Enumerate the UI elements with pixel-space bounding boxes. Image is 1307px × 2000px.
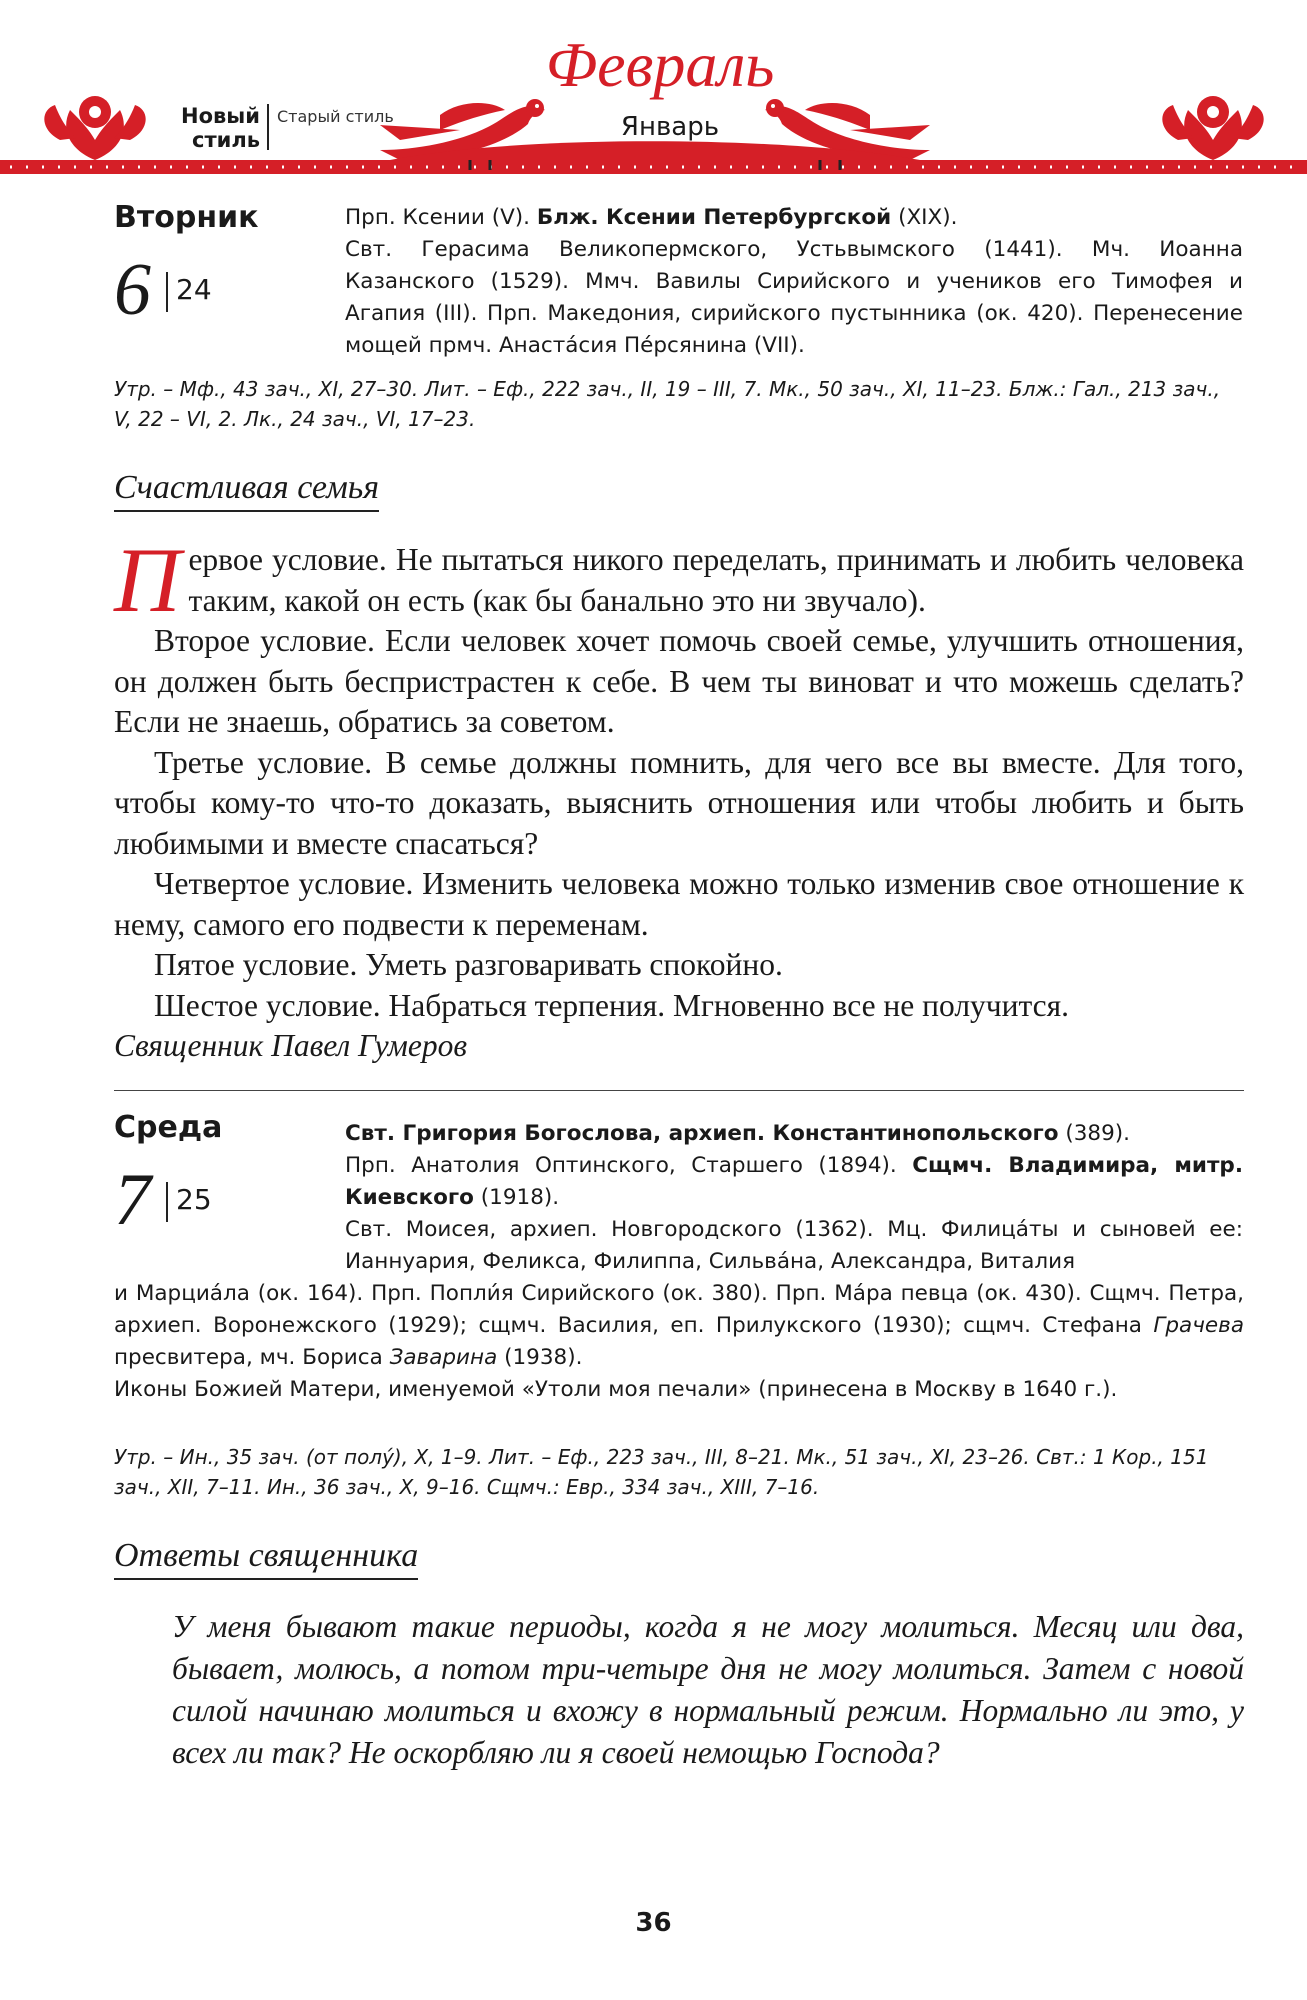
style-new-label: Новый стиль — [181, 104, 260, 152]
section-title: Счастливая семья — [114, 468, 379, 512]
date-old: 24 — [176, 273, 212, 306]
weekday-tuesday: Вторник — [114, 200, 259, 235]
separator — [114, 1090, 1244, 1091]
style-old-label: Старый стиль — [277, 107, 394, 126]
saint-text: Прп. Анатолия Оптинского, Старшего (1894). — [345, 1153, 913, 1178]
readings-wednesday: Утр. – Ин., 35 зач. (от полу́), X, 1–9. Лит. – Еф., 223 зач., III, 8–21. Мк., 51 зач., XI, 23–26. Свт.: 1 Кор., 151 зач., XII, 7–11. Ин., 36 зач., X, 9–16. Сщмч.: Евр., 334 зач., XIII, 7–16. — [114, 1445, 1209, 1499]
saint-bold: Блж. Ксении Петербургской — [536, 205, 892, 230]
dropcap: П — [114, 529, 181, 631]
saint-bold: Свт. Григория Богослова, архиеп. Константинопольского — [345, 1121, 1059, 1146]
divider — [267, 104, 269, 150]
saint-text: (1938). — [497, 1345, 583, 1370]
saints-paragraph: Свт. Моисея, архиеп. Новгородского (1362). Мц. Филица́ты и сыновей ее: Ианнуария, Феликса, Филиппа, Сильва́на, Александра, Виталия — [345, 1217, 1243, 1274]
section-title: Ответы священника — [114, 1536, 418, 1580]
month-old: Январь — [620, 112, 720, 142]
article-body — [114, 529, 1244, 1067]
saints-line — [114, 1278, 1244, 1374]
saints-continued — [114, 1278, 1244, 1406]
icon-feast: Иконы Божией Матери, именуемой «Утоли моя печали» (принесена в Москву в 1640 г.). — [114, 1377, 1118, 1402]
saint-text: пресвитера, мч. Бориса — [114, 1345, 390, 1370]
saint-bold: Сщмч. Владимира, митр. Киевского — [345, 1153, 1243, 1210]
saint-text: Прп. Ксении (V). — [345, 205, 537, 230]
readings-tuesday: Утр. – Мф., 43 зач., XI, 27–30. Лит. – Еф., 222 зач., II, 19 – III, 7. Мк., 50 зач., XI, 11–23. Блж.: Гал., 213 зач., V, 22 – VI, 2. Лк., 24 зач., VI, 17–23. — [114, 377, 1221, 431]
paragraph: Третье условие. В семье должны помнить, для чего все вы вместе. Для того, чтобы кому-то что-то доказать, выяснить отношения или чтобы любить и быть любимыми и вместе спасаться? — [114, 744, 1244, 861]
saints-line — [345, 1118, 1243, 1150]
saints-line — [345, 202, 1243, 234]
month-new: Февраль — [545, 29, 775, 100]
paragraph: Шестое условие. Набраться терпения. Мгновенно все не получится. — [154, 987, 1069, 1023]
saints-paragraph: Свт. Герасима Великопермского, Устьвымского (1441). Мч. Иоанна Казанского (1529). Ммч. Вавилы Сирийского и учеников его Тимофея и Агапия (III). Прп. Македония, сирийского пустынника (ок. 420). Перенесение мощей прмч. Анаста́сия Пе́рсянина (VII). — [345, 237, 1243, 358]
saint-text: (1918). — [473, 1185, 560, 1210]
saints-line — [345, 1150, 1243, 1214]
saint-italic: Грачева — [1153, 1313, 1244, 1338]
paragraph: Четвертое условие. Изменить человека можно только изменив свое отношение к нему, самого его подвести к переменам. — [114, 866, 1244, 942]
date-tuesday — [114, 250, 234, 330]
author: Священник Павел Гумеров — [114, 1028, 468, 1063]
page-number: 36 — [635, 1908, 672, 1938]
weekday-wednesday: Среда — [114, 1110, 223, 1145]
paragraph: Пятое условие. Уметь разговаривать спокойно. — [154, 947, 783, 982]
date-new: 6 — [114, 249, 151, 331]
saint-text: (XIX). — [891, 205, 958, 230]
question-text: У меня бывают такие периоды, когда я не могу молиться. Месяц или два, бывает, молюсь, а потом три-четыре дня не могу молиться. Затем с новой силой начинаю молиться и вхожу в нормальный режим. Нормально ли это, у всех ли так? Не оскорбляю ли я своей немощью Господа? — [172, 1609, 1244, 1770]
saint-text: и Марциа́ла (ок. 164). Прп. Попли́я Сирийского (ок. 380). Прп. Ма́ра певца (ок. 430). Сщмч. Петра, архиеп. Воронежского (1929); сщмч. Василия, еп. Прилукского (1930); сщмч. Стефана — [114, 1281, 1244, 1338]
saint-text: (389). — [1058, 1121, 1130, 1146]
date-wednesday — [114, 1160, 234, 1240]
date-new: 7 — [114, 1159, 151, 1241]
paragraph: Второе условие. Если человек хочет помочь своей семье, улучшить отношения, он должен быть беспристрастен к себе. В чем ты виноват и что можешь сделать? Если не знаешь, обратись за советом. — [114, 623, 1244, 739]
paragraph-text: ервое условие. Не пытаться никого переделать, принимать и любить человека таким, какой он есть (как бы банально это ни звучало). — [188, 542, 1244, 618]
saints-list-tuesday — [345, 202, 1243, 362]
paragraph — [114, 529, 1244, 631]
saints-list-wednesday — [345, 1118, 1243, 1278]
date-divider — [166, 272, 168, 312]
date-old: 25 — [176, 1183, 212, 1216]
date-divider — [166, 1182, 168, 1222]
saint-italic: Заварина — [389, 1345, 498, 1370]
